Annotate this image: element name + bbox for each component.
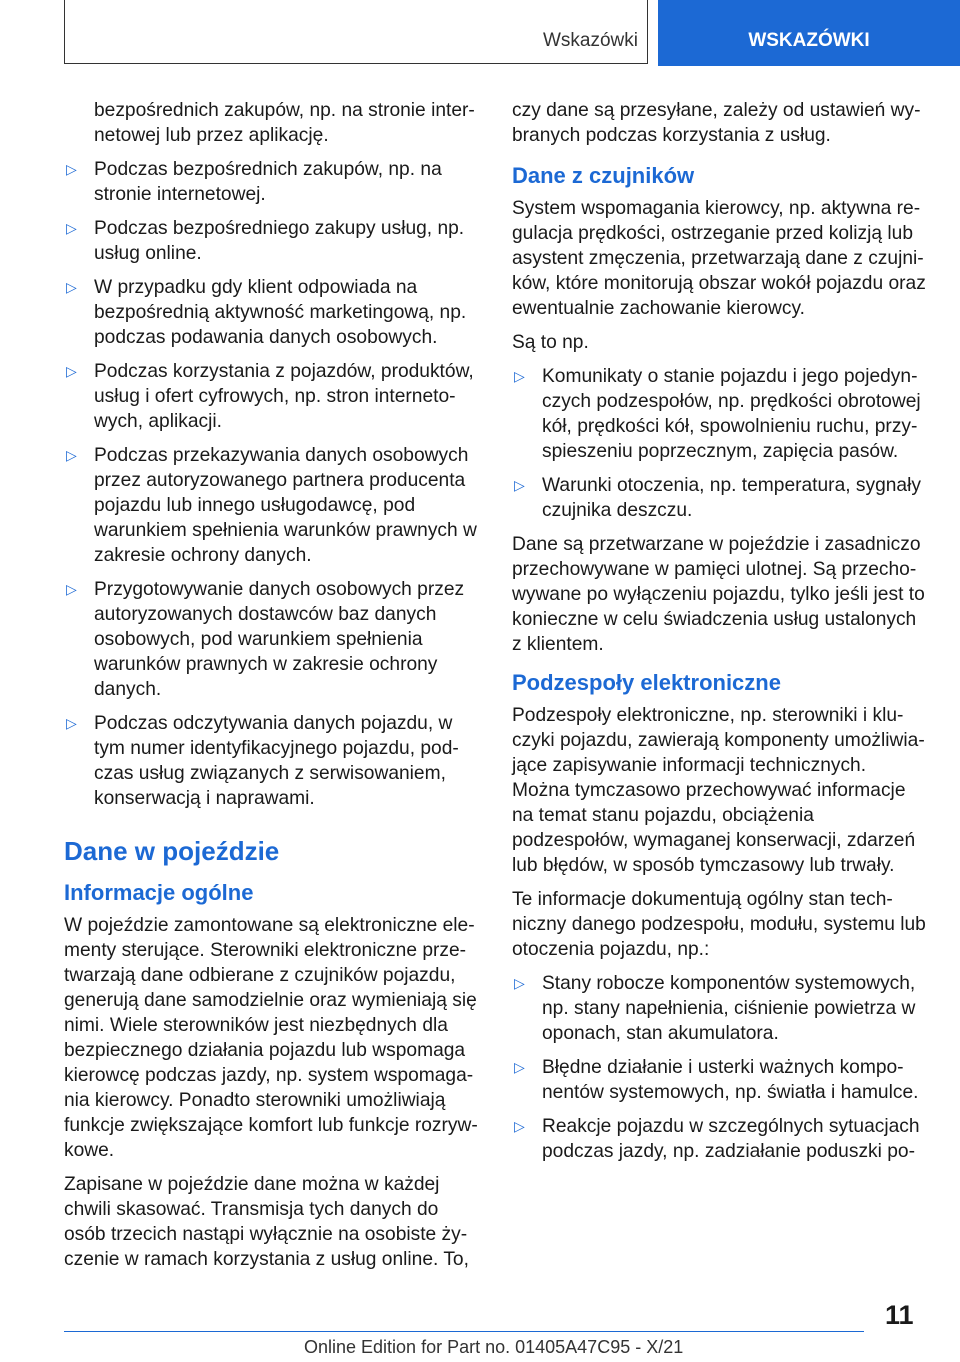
footer-divider xyxy=(64,1331,864,1332)
footer-edition-text: Online Edition for Part no. 01405A47C95 - X/21 xyxy=(304,1337,684,1357)
header-section-tab[interactable]: WSKAZÓWKI xyxy=(658,0,960,66)
list-item-text: Podczas odczytywania danych pojazdu, w tym numer identyfikacyjnego pojazdu, podczas usług związanych z serwisowaniem, konserwacją i naprawami. xyxy=(94,713,459,809)
list-item xyxy=(64,275,478,350)
triangle-bullet-icon: ▷ xyxy=(514,975,525,991)
body-paragraph: Te informacje dokumentują ogólny stan techniczny danego podzespołu, modułu, systemu lub otoczenia pojazdu, np.: xyxy=(512,889,926,960)
list-item xyxy=(512,1055,928,1105)
list-item xyxy=(64,711,478,811)
list-item-text: Komunikaty o stanie pojazdu i jego pojedynczych podzespołów, np. prędkości obrotowej kół, prędkości kół, spowolnieniu ruchu, przyspieszeniu poprzecznym, zapięcia pasów. xyxy=(542,366,921,462)
triangle-bullet-icon: ▷ xyxy=(66,220,77,236)
triangle-bullet-icon: ▷ xyxy=(66,279,77,295)
subsection-heading: Informacje ogólne xyxy=(64,880,254,905)
left-intro: bezpośrednich zakupów, np. na stronie internetowej lub przez aplikację. xyxy=(94,100,475,146)
list-item xyxy=(64,359,478,434)
body-paragraph: Zapisane w pojeździe dane można w każdej chwili skasować. Transmisja tych danych do osób trzecich nastąpi wyłącznie na osobiste życzenie w ramach korzystania z usług online. To, xyxy=(64,1174,469,1270)
list-item-text: Podczas bezpośredniego zakupy usług, np. usług online. xyxy=(94,218,465,264)
list-item xyxy=(512,971,928,1046)
body-paragraph: Dane są przetwarzane w pojeździe i zasadniczo przechowywane w pamięci ulotnej. Są przechowywane po wyłączeniu pojazdu, tylko jeśli jest to konieczne w celu świadczenia usług ustalonych z klientem. xyxy=(512,534,925,655)
right-column xyxy=(512,98,928,1173)
list-item xyxy=(512,364,928,464)
list-item-text: Podczas korzystania z pojazdów, produktów, usług i ofert cyfrowych, np. stron internetowych, aplikacji. xyxy=(94,361,474,432)
list-item xyxy=(64,577,478,702)
right-intro: czy dane są przesyłane, zależy od ustawień wybranych podczas korzystania z usług. xyxy=(512,100,921,146)
list-item-text: Warunki otoczenia, np. temperatura, sygnały czujnika deszczu. xyxy=(542,475,921,521)
triangle-bullet-icon: ▷ xyxy=(66,447,77,463)
subsection-heading: Dane z czujników xyxy=(512,163,695,188)
body-paragraph: Podzespoły elektroniczne, np. sterowniki i kluczyki pojazdu, zawierają komponenty umożliwiające zapisywanie informacji technicznych. Można tymczasowo przechowywać informacje na temat stanu pojazdu, obciążenia podzespołów, wymaganej konserwacji, zdarzeń lub błędów, w sposób tymczasowy lub trwały. xyxy=(512,705,925,876)
triangle-bullet-icon: ▷ xyxy=(514,1059,525,1075)
list-item-text: W przypadku gdy klient odpowiada na bezpośrednią aktywność marketingową, np. podczas podawania danych osobowych. xyxy=(94,277,467,348)
triangle-bullet-icon: ▷ xyxy=(66,581,77,597)
triangle-bullet-icon: ▷ xyxy=(66,161,77,177)
triangle-bullet-icon: ▷ xyxy=(514,368,525,384)
list-item xyxy=(512,473,928,523)
left-column xyxy=(64,98,478,1281)
triangle-bullet-icon: ▷ xyxy=(66,363,77,379)
list-item xyxy=(64,216,478,266)
triangle-bullet-icon: ▷ xyxy=(514,1118,525,1134)
header-title: Wskazówki xyxy=(542,30,638,51)
list-item-text: Podczas bezpośrednich zakupów, np. na stronie internetowej. xyxy=(94,159,442,205)
page-number: 11 xyxy=(885,1300,914,1330)
list-item-text: Reakcje pojazdu w szczególnych sytuacjach podczas jazdy, np. zadziałanie poduszki po- xyxy=(542,1116,920,1162)
section-heading: Dane w pojeździe xyxy=(64,836,280,866)
list-item xyxy=(64,157,478,207)
body-paragraph: W pojeździe zamontowane są elektroniczne elementy sterujące. Sterowniki elektroniczne przetwarzają dane odbierane z czujników pojazdu, generują dane samodzielnie oraz wymieniają się nimi. Wiele sterowników jest niezbędnych dla bezpiecznego działania pojazdu lub wspomaga kierowcę podczas jazdy, np. system wspomagania kierowcy. Ponadto sterowniki umożliwiają funkcje zwiększające komfort lub funkcje rozrywkowe. xyxy=(64,915,478,1161)
list-item xyxy=(64,443,478,568)
list-item-text: Przygotowywanie danych osobowych przez autoryzowanych dostawców baz danych osobowych, pod warunkiem spełnienia warunków prawnych w zakresie ochrony danych. xyxy=(94,579,465,700)
body-paragraph: Są to np. xyxy=(512,332,589,353)
triangle-bullet-icon: ▷ xyxy=(66,715,77,731)
list-item-text: Stany robocze komponentów systemowych, np. stany napełnienia, ciśnienie powietrza w oponach, stan akumulatora. xyxy=(542,973,916,1044)
list-item-text: Podczas przekazywania danych osobowych przez autoryzowanego partnera producenta pojazdu lub innego usługodawcę, pod warunkiem spełnienia warunków prawnych w zakresie ochrony danych. xyxy=(94,445,477,566)
body-paragraph: System wspomagania kierowcy, np. aktywna regulacja prędkości, ostrzeganie przed kolizją lub asystent zmęczenia, przetwarzają dane z czujników, które monitorują obszar wokół pojazdu oraz ewentualnie zachowanie kierowcy. xyxy=(512,198,926,319)
list-item xyxy=(512,1114,928,1164)
subsection-heading: Podzespoły elektroniczne xyxy=(512,670,781,695)
triangle-bullet-icon: ▷ xyxy=(514,477,525,493)
list-item-text: Błędne działanie i usterki ważnych komponentów systemowych, np. światła i hamulce. xyxy=(542,1057,919,1103)
